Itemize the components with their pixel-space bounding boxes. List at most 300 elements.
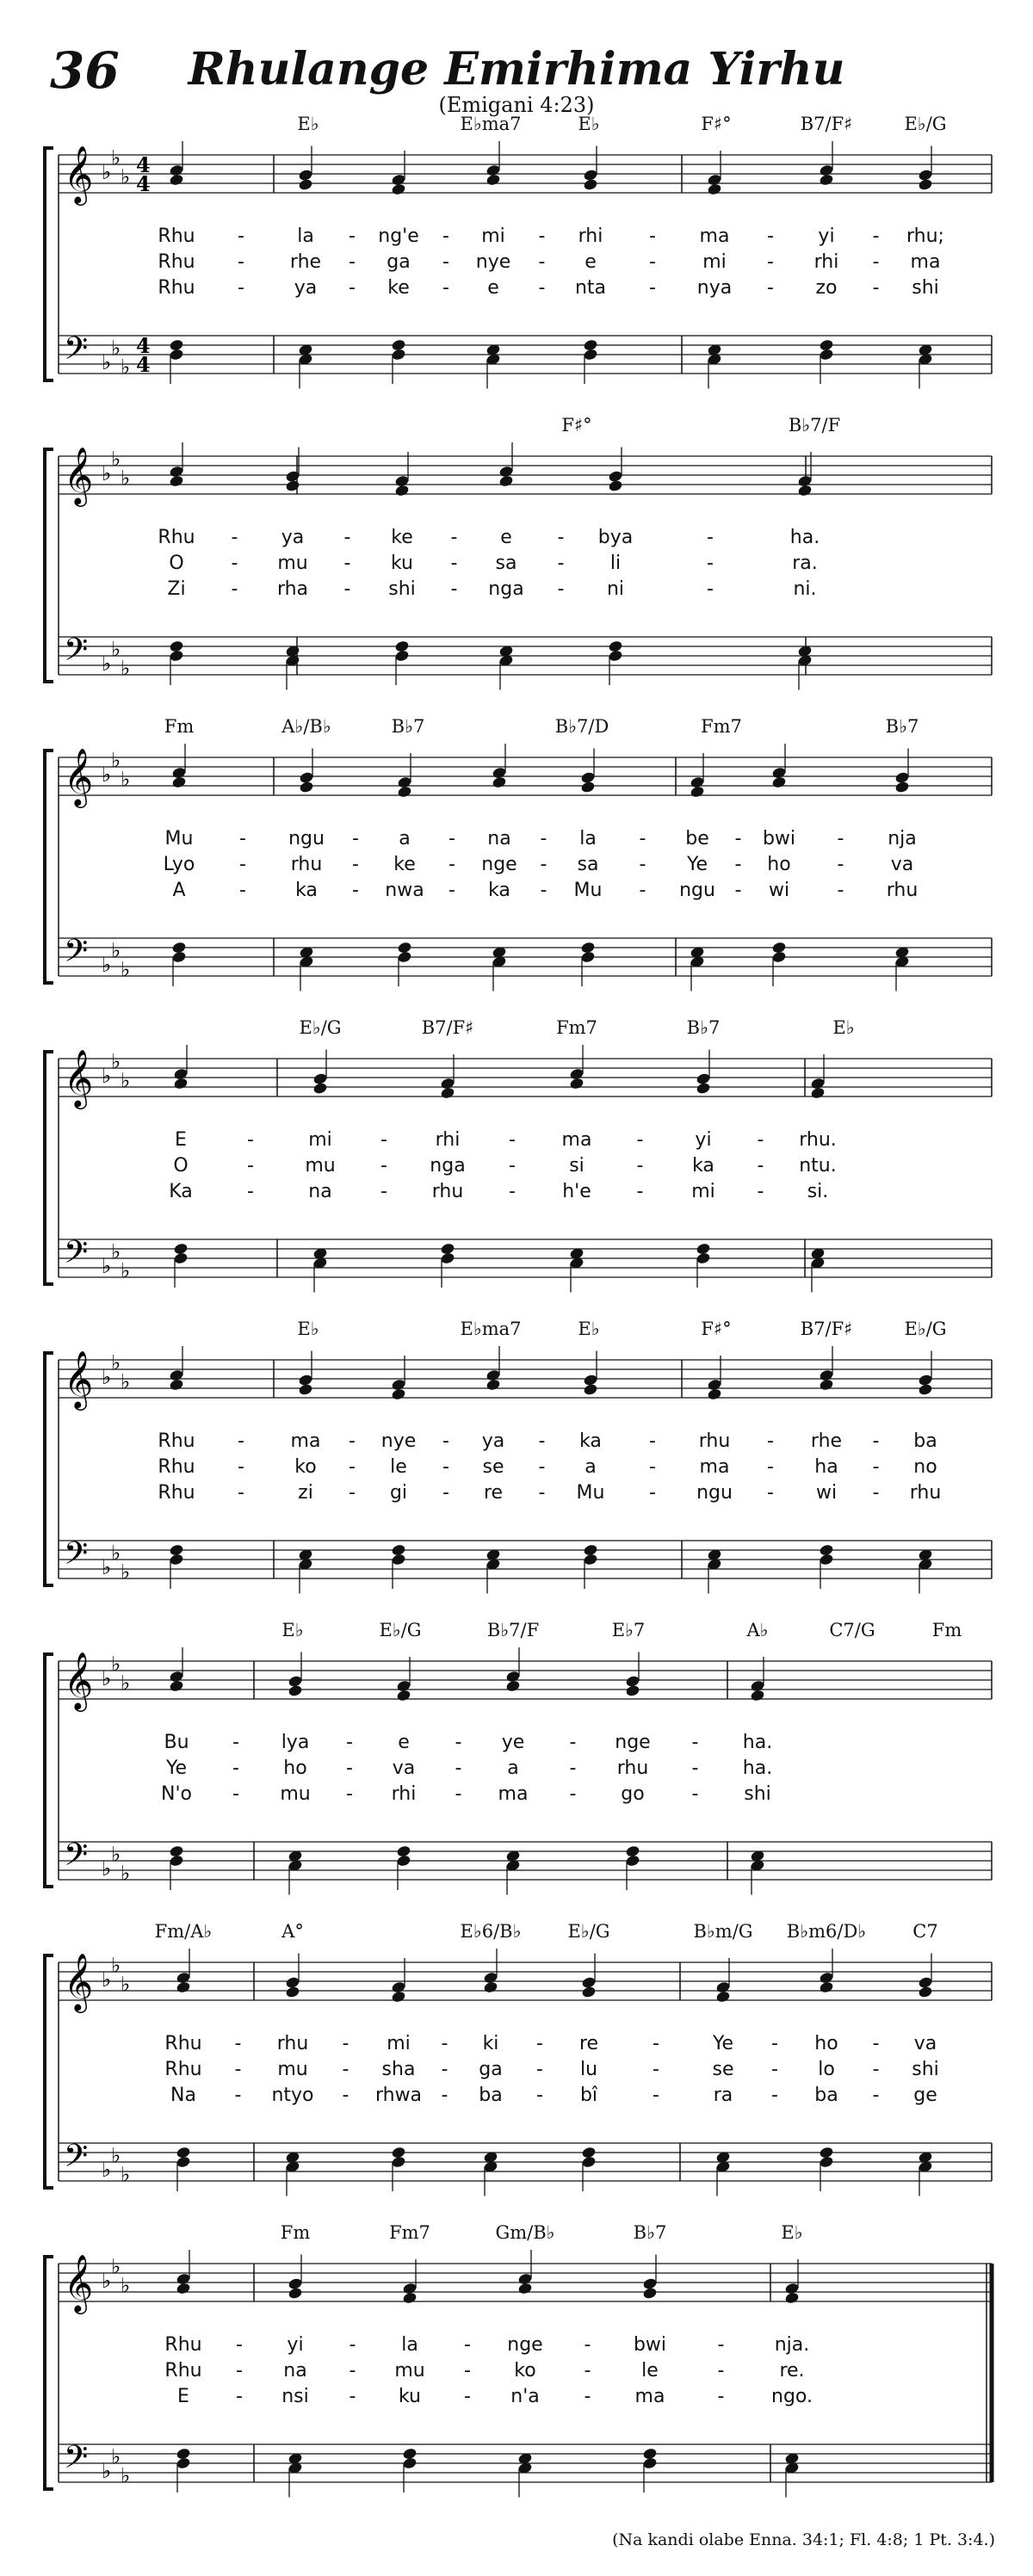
chord-symbol: B♭7/F — [788, 415, 841, 436]
lyric-syllable: la — [401, 2334, 418, 2356]
time-signature: 4 — [136, 152, 151, 177]
lyric-hyphen: - — [247, 1155, 254, 1177]
treble-clef-icon: 𝄞 — [64, 1651, 94, 1709]
chord-symbol: A♭/B♭ — [281, 716, 331, 737]
lyric-hyphen: - — [649, 1482, 656, 1504]
lyric-hyphen: - — [380, 1129, 387, 1151]
flat-icon: ♭ — [111, 1049, 121, 1074]
bass-clef-icon: 𝄢 — [64, 2138, 89, 2182]
lyric-syllable: sha — [381, 2059, 416, 2080]
chord-symbol: Fm — [280, 2222, 311, 2243]
lyric-hyphen: - — [455, 1757, 462, 1779]
lyric-syllable: ku — [398, 2386, 422, 2407]
lyric-syllable: nga — [430, 1155, 466, 1177]
lyric-syllable: re. — [779, 2360, 805, 2381]
lyric-hyphen: - — [536, 2033, 543, 2054]
lyric-syllable: e — [487, 277, 499, 299]
lyric-hyphen: - — [450, 578, 458, 600]
treble-clef-icon: 𝄞 — [64, 145, 94, 203]
time-signature: 4 — [136, 333, 151, 358]
lyric-syllable: rhu — [290, 854, 323, 875]
lyric-syllable: ho — [767, 854, 791, 875]
lyric-hyphen: - — [231, 527, 238, 548]
lyric-syllable: nja — [888, 828, 917, 849]
note-head — [583, 1553, 598, 1566]
lyric-hyphen: - — [234, 2059, 242, 2080]
note-head — [492, 766, 507, 779]
note-head — [819, 348, 834, 361]
lyric-hyphen: - — [450, 527, 458, 548]
flat-icon: ♭ — [111, 1541, 121, 1566]
lyric-syllable: ni. — [793, 578, 817, 600]
note-head — [486, 1368, 501, 1381]
chord-symbol: F♯° — [561, 415, 592, 436]
flat-icon: ♭ — [102, 350, 112, 374]
lyric-syllable: ngu — [696, 1482, 733, 1504]
lyric-syllable: mu — [394, 2360, 425, 2381]
chord-symbol: E♭6/B♭ — [460, 1921, 522, 1942]
lyric-syllable: si — [569, 1155, 585, 1177]
flat-icon: ♭ — [121, 1258, 131, 1283]
lyric-syllable: mi — [308, 1129, 332, 1151]
lyric-hyphen: - — [349, 251, 356, 273]
treble-clef-icon: 𝄞 — [64, 747, 94, 806]
chord-symbol: E♭ma7 — [460, 114, 522, 134]
lyric-hyphen: - — [639, 854, 646, 875]
lyric-hyphen: - — [584, 2334, 591, 2356]
flat-icon: ♭ — [121, 2162, 131, 2187]
chord-symbol: B7/F♯ — [421, 1017, 474, 1038]
note-head — [397, 775, 412, 788]
lyric-syllable: bya — [597, 527, 634, 548]
lyric-hyphen: - — [691, 1783, 699, 1805]
lyric-hyphen: - — [653, 2085, 659, 2106]
note-head — [440, 1251, 455, 1264]
note-head — [285, 1976, 300, 1989]
lyric-syllable: re — [483, 1482, 504, 1504]
lyric-syllable: ka — [692, 1155, 714, 1177]
lyric-hyphen: - — [349, 2386, 356, 2407]
note-head — [690, 775, 705, 788]
lyric-hyphen: - — [346, 1732, 353, 1753]
note-head — [176, 2272, 191, 2285]
treble-clef-icon: 𝄞 — [64, 1952, 94, 2011]
lyric-syllable: lo — [818, 2059, 835, 2080]
lyric-syllable: yi — [695, 1129, 712, 1151]
note-head — [583, 169, 598, 182]
time-signature: 4 — [136, 352, 151, 377]
lyric-syllable: ba — [479, 2085, 503, 2106]
lyric-hyphen: - — [349, 225, 356, 247]
lyric-syllable: Rhu — [164, 2360, 202, 2381]
lyric-syllable: ng'e — [378, 225, 419, 247]
chord-symbol: B♭7 — [391, 716, 425, 737]
staff-svg — [0, 1033, 1033, 1325]
chord-symbol: B♭7 — [633, 2222, 667, 2243]
lyric-hyphen: - — [349, 1456, 356, 1478]
lyric-syllable: ye — [501, 1732, 525, 1753]
flat-icon: ♭ — [111, 1842, 121, 1867]
lyric-syllable: nge — [615, 1732, 651, 1753]
lyric-hyphen: - — [767, 1430, 774, 1452]
note-head — [696, 1072, 711, 1085]
lyric-syllable: a — [585, 1456, 597, 1478]
lyric-hyphen: - — [238, 277, 244, 299]
note-head — [918, 169, 933, 182]
note-head — [394, 649, 410, 662]
chord-symbol: A♭ — [746, 1620, 769, 1640]
lyric-syllable: ngu — [288, 828, 325, 849]
lyric-syllable: e — [585, 251, 597, 273]
lyric-syllable: Rhu — [164, 2033, 202, 2054]
lyric-hyphen: - — [757, 1155, 764, 1177]
lyric-hyphen: - — [538, 225, 546, 247]
note-head — [784, 2282, 800, 2295]
lyric-hyphen: - — [442, 277, 449, 299]
note-head — [642, 2456, 658, 2469]
lyric-syllable: le — [641, 2360, 659, 2381]
lyric-syllable: a — [399, 828, 411, 849]
flat-icon: ♭ — [121, 1861, 131, 1886]
system-bracket — [45, 1955, 53, 2188]
lyric-syllable: bî — [579, 2085, 598, 2106]
lyric-hyphen: - — [636, 1155, 644, 1177]
lyric-syllable: na — [487, 828, 511, 849]
chord-symbol: A° — [281, 1921, 304, 1942]
bass-clef-icon: 𝄢 — [64, 1535, 89, 1579]
lyric-syllable: ra — [713, 2085, 733, 2106]
lyric-syllable: yi — [287, 2334, 304, 2356]
lyric-syllable: ge — [913, 2085, 937, 2106]
lyric-syllable: ngo. — [771, 2386, 813, 2407]
note-head — [402, 2456, 418, 2469]
system-bracket — [45, 1353, 53, 1585]
lyric-syllable: Ye — [712, 2033, 734, 2054]
lyric-syllable: ku — [390, 553, 414, 574]
lyric-hyphen: - — [538, 1482, 546, 1504]
flat-icon: ♭ — [102, 1064, 112, 1088]
lyric-syllable: ka — [488, 880, 510, 901]
chord-symbol: E♭ — [281, 1620, 304, 1640]
lyric-hyphen: - — [346, 1757, 353, 1779]
lyric-syllable: li — [609, 553, 622, 574]
lyric-syllable: ka — [579, 1430, 602, 1452]
flat-icon: ♭ — [121, 1369, 131, 1394]
flat-icon: ♭ — [121, 1560, 131, 1585]
bass-clef-icon: 𝄢 — [64, 2439, 89, 2483]
flat-icon: ♭ — [102, 1555, 112, 1579]
chord-symbol: E♭/G — [379, 1620, 422, 1640]
lyric-hyphen: - — [837, 828, 844, 849]
lyric-hyphen: - — [584, 2360, 591, 2381]
flat-icon: ♭ — [111, 336, 121, 361]
note-head — [580, 771, 596, 784]
lyric-syllable: se — [712, 2059, 734, 2080]
lyric-hyphen: - — [767, 251, 774, 273]
lyric-hyphen: - — [584, 2386, 591, 2407]
lyric-hyphen: - — [352, 880, 359, 901]
flat-icon: ♭ — [111, 1953, 121, 1978]
lyric-syllable: yi — [818, 225, 835, 247]
lyric-syllable: ba — [913, 1430, 937, 1452]
lyric-syllable: ya — [281, 527, 305, 548]
lyric-syllable: Rhu — [158, 251, 195, 273]
lyric-hyphen: - — [649, 1456, 656, 1478]
lyric-hyphen: - — [540, 828, 547, 849]
lyric-syllable: va — [890, 854, 914, 875]
note-head — [625, 1675, 640, 1688]
lyric-hyphen: - — [872, 1430, 880, 1452]
chord-symbol: E♭ — [578, 1319, 600, 1339]
lyric-syllable: rhi — [391, 1783, 417, 1805]
lyric-syllable: ya — [481, 1430, 505, 1452]
note-head — [696, 1251, 711, 1264]
note-head — [440, 1077, 455, 1090]
note-head — [810, 1077, 826, 1090]
lyric-hyphen: - — [691, 1757, 699, 1779]
lyric-syllable: wi — [815, 1482, 838, 1504]
lyric-hyphen: - — [653, 2033, 659, 2054]
note-head — [580, 950, 596, 963]
lyric-hyphen: - — [509, 1155, 516, 1177]
hymn-title: Rhulange Emirhima Yirhu — [188, 43, 845, 96]
bass-clef-icon: 𝄢 — [64, 1837, 89, 1881]
note-head — [581, 2155, 597, 2168]
lyric-syllable: Zi — [167, 578, 186, 600]
flat-icon: ♭ — [121, 767, 131, 792]
scripture-reference: (Emigani 4:23) — [438, 93, 595, 117]
lyric-syllable: ma — [910, 251, 941, 273]
lyric-syllable: Mu — [576, 1482, 605, 1504]
note-head — [918, 1374, 933, 1387]
chord-symbol: E♭ — [578, 114, 600, 134]
note-head — [394, 474, 410, 487]
lyric-syllable: rhu — [698, 1430, 731, 1452]
lyric-syllable: e — [398, 1732, 410, 1753]
lyric-hyphen: - — [717, 2360, 725, 2381]
lyric-syllable: na — [283, 2360, 307, 2381]
lyric-hyphen: - — [455, 1732, 462, 1753]
note-head — [608, 470, 623, 483]
note-head — [391, 1553, 406, 1566]
lyric-hyphen: - — [649, 277, 656, 299]
lyric-hyphen: - — [538, 1456, 546, 1478]
note-head — [169, 1368, 184, 1381]
lyric-syllable: ha. — [789, 527, 820, 548]
lyric-syllable: ya — [294, 277, 318, 299]
lyric-hyphen: - — [448, 828, 455, 849]
flat-icon: ♭ — [102, 1856, 112, 1881]
note-head — [819, 2155, 834, 2168]
lyric-hyphen: - — [441, 2059, 448, 2080]
lyric-hyphen: - — [540, 880, 547, 901]
lyric-syllable: nye — [380, 1430, 417, 1452]
lyric-hyphen: - — [238, 225, 244, 247]
lyric-syllable: ntu. — [799, 1155, 837, 1177]
flat-icon: ♭ — [111, 938, 121, 963]
flat-icon: ♭ — [121, 466, 131, 491]
lyric-syllable: ha — [814, 1456, 838, 1478]
lyric-syllable: ni — [606, 578, 625, 600]
lyric-hyphen: - — [872, 2033, 880, 2054]
flat-icon: ♭ — [111, 1652, 121, 1677]
flat-icon: ♭ — [121, 2463, 131, 2488]
lyric-syllable: nsi — [281, 2386, 309, 2407]
lyric-syllable: n'a — [510, 2386, 540, 2407]
lyric-syllable: ko — [514, 2360, 536, 2381]
staff-svg — [0, 2238, 1033, 2530]
lyric-syllable: mi — [387, 2033, 411, 2054]
lyric-hyphen: - — [757, 1181, 764, 1202]
lyric-hyphen: - — [771, 2059, 778, 2080]
lyric-syllable: lya — [281, 1732, 310, 1753]
lyric-hyphen: - — [707, 527, 714, 548]
system-bracket — [45, 751, 53, 983]
lyric-syllable: ma — [498, 1783, 529, 1805]
lyric-hyphen: - — [569, 1732, 577, 1753]
note-head — [298, 1374, 313, 1387]
lyric-syllable: rhu — [276, 2033, 309, 2054]
lyric-hyphen: - — [234, 2085, 242, 2106]
lyric-hyphen: - — [717, 2386, 725, 2407]
lyric-hyphen: - — [767, 225, 774, 247]
lyric-hyphen: - — [734, 828, 742, 849]
lyric-syllable: ke — [387, 277, 410, 299]
chord-symbol: E♭/G — [299, 1017, 342, 1038]
lyric-syllable: Ka — [169, 1181, 193, 1202]
lyric-syllable: Bu — [164, 1732, 189, 1753]
note-head — [169, 1854, 184, 1867]
lyric-hyphen: - — [649, 225, 656, 247]
lyric-syllable: Rhu — [164, 2334, 202, 2356]
lyric-hyphen: - — [639, 828, 646, 849]
bass-clef-icon: 𝄢 — [64, 1234, 89, 1278]
lyric-hyphen: - — [538, 277, 546, 299]
flat-icon: ♭ — [121, 2273, 131, 2298]
chord-symbol: B♭7/D — [554, 716, 609, 737]
lyric-hyphen: - — [441, 2085, 448, 2106]
lyric-hyphen: - — [231, 553, 238, 574]
lyric-hyphen: - — [538, 251, 546, 273]
lyric-hyphen: - — [509, 1129, 516, 1151]
note-head — [391, 1378, 406, 1391]
lyric-syllable: na — [308, 1181, 332, 1202]
treble-clef-icon: 𝄞 — [64, 2253, 94, 2312]
chord-symbol: E♭ — [781, 2222, 803, 2243]
lyric-hyphen: - — [239, 828, 246, 849]
note-head — [707, 173, 722, 186]
lyric-syllable: Mu — [573, 880, 603, 901]
flat-icon: ♭ — [121, 355, 131, 380]
lyric-hyphen: - — [239, 854, 246, 875]
lyric-syllable: ke — [391, 527, 413, 548]
lyric-hyphen: - — [234, 2033, 242, 2054]
lyric-hyphen: - — [450, 553, 458, 574]
lyric-hyphen: - — [872, 251, 880, 273]
lyric-syllable: Rhu — [158, 1456, 195, 1478]
flat-icon: ♭ — [121, 656, 131, 681]
note-head — [771, 766, 787, 779]
lyric-syllable: va — [392, 1757, 416, 1779]
flat-icon: ♭ — [121, 1671, 131, 1696]
lyric-syllable: mu — [277, 2059, 308, 2080]
lyric-syllable: ngu — [679, 880, 715, 901]
lyric-syllable: wi — [768, 880, 790, 901]
lyric-hyphen: - — [239, 880, 246, 901]
lyric-syllable: N'o — [161, 1783, 192, 1805]
lyric-hyphen: - — [349, 2334, 356, 2356]
lyric-hyphen: - — [238, 1456, 244, 1478]
lyric-hyphen: - — [872, 2085, 880, 2106]
lyric-syllable: la — [579, 828, 597, 849]
lyric-syllable: nga — [488, 578, 524, 600]
flat-icon: ♭ — [121, 1068, 131, 1093]
lyric-syllable: h'e — [562, 1181, 591, 1202]
note-head — [173, 1251, 189, 1264]
lyric-hyphen: - — [872, 225, 880, 247]
lyric-syllable: rhu; — [906, 225, 944, 247]
note-head — [707, 1378, 722, 1391]
chord-symbol: Fm7 — [701, 716, 742, 737]
lyric-hyphen: - — [872, 277, 880, 299]
staff-svg — [0, 1635, 1033, 1928]
lyric-hyphen: - — [380, 1155, 387, 1177]
lyric-syllable: ga — [387, 251, 411, 273]
lyric-hyphen: - — [557, 578, 565, 600]
treble-clef-icon: 𝄞 — [64, 1048, 94, 1107]
note-head — [396, 1854, 411, 1867]
lyric-syllable: shi — [912, 277, 939, 299]
lyric-hyphen: - — [442, 251, 449, 273]
staff-svg — [0, 732, 1033, 1024]
chord-symbol: B♭m/G — [693, 1921, 753, 1942]
flat-icon: ♭ — [102, 2459, 112, 2483]
lyric-syllable: ka — [295, 880, 318, 901]
staff-svg — [0, 1937, 1033, 2229]
note-head — [396, 1679, 411, 1692]
lyric-syllable: mu — [305, 1155, 336, 1177]
lyric-hyphen: - — [639, 880, 646, 901]
flat-icon: ♭ — [102, 1365, 112, 1389]
bass-clef-icon: 𝄢 — [64, 632, 89, 676]
lyric-hyphen: - — [380, 1181, 387, 1202]
note-head — [819, 1553, 834, 1566]
note-head — [391, 173, 406, 186]
lyric-hyphen: - — [691, 1732, 699, 1753]
lyric-hyphen: - — [352, 854, 359, 875]
chord-symbol: E♭ — [832, 1017, 855, 1038]
system-bracket — [45, 2257, 53, 2489]
lyric-syllable: mu — [277, 553, 308, 574]
lyric-hyphen: - — [349, 1430, 356, 1452]
lyric-syllable: E — [175, 1129, 187, 1151]
chord-symbol: B♭m6/D♭ — [786, 1921, 867, 1942]
lyric-hyphen: - — [342, 2033, 349, 2054]
note-head — [288, 2277, 303, 2290]
lyric-hyphen: - — [342, 2059, 349, 2080]
system-bracket — [45, 449, 53, 682]
note-head — [173, 1067, 189, 1080]
lyric-hyphen: - — [232, 1757, 239, 1779]
lyric-hyphen: - — [707, 553, 714, 574]
lyric-hyphen: - — [538, 1430, 546, 1452]
lyric-syllable: nge — [507, 2334, 543, 2356]
lyric-hyphen: - — [231, 578, 238, 600]
flat-icon: ♭ — [111, 2254, 121, 2279]
flat-icon: ♭ — [102, 1968, 112, 1992]
flat-icon: ♭ — [111, 2143, 121, 2168]
lyric-syllable: rhu. — [799, 1129, 837, 1151]
